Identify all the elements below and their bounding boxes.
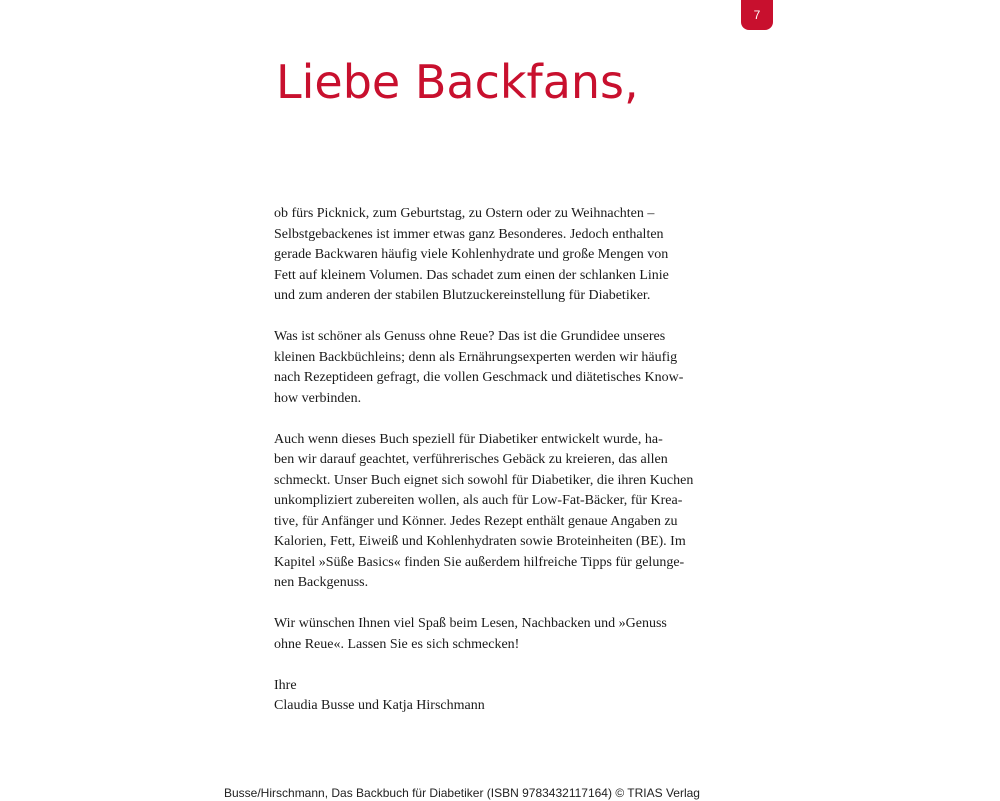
text-line: tive, für Anfänger und Könner. Jedes Rezept enthält genaue Angaben zu xyxy=(274,513,678,529)
text-line: Auch wenn dieses Buch speziell für Diabetiker entwickelt wurde, ha- xyxy=(274,431,663,447)
paragraph-wishes xyxy=(274,614,744,655)
text-line: gerade Backwaren häufig viele Kohlenhydrate und große Mengen von xyxy=(274,247,669,262)
letter-body xyxy=(274,204,744,737)
text-line: schmeckt. Unser Buch eignet sich sowohl für Diabetiker, die ihren Kuchen xyxy=(274,472,694,488)
page-title: Liebe Backfans, xyxy=(276,55,639,109)
copyright-footer: Busse/Hirschmann, Das Backbuch für Diabetiker (ISBN 9783432117164) © TRIAS Verlag xyxy=(224,786,700,800)
text-line: Selbstgebackenes ist immer etwas ganz Besonderes. Jedoch enthalten xyxy=(274,226,664,242)
signature-authors: Claudia Busse und Katja Hirschmann xyxy=(274,698,485,713)
text-line: ben wir darauf geachtet, verführerisches Gebäck zu kreieren, das allen xyxy=(274,452,668,467)
text-line: kleinen Backbüchleins; denn als Ernährungsexperten werden wir häufig xyxy=(274,349,678,365)
text-line: Kalorien, Fett, Eiweiß und Kohlenhydraten sowie Broteinheiten (BE). Im xyxy=(274,534,686,549)
signature xyxy=(274,676,744,717)
text-line: how verbinden. xyxy=(274,390,362,406)
page-number-badge: 7 xyxy=(741,0,773,30)
text-line: Wir wünschen Ihnen viel Spaß beim Lesen, Nachbacken und »Genuss xyxy=(274,616,667,631)
paragraph-audience xyxy=(274,430,744,594)
text-line: unkompliziert zubereiten wollen, als auch für Low-Fat-Bäcker, für Krea- xyxy=(274,493,683,508)
paragraph-intro xyxy=(274,204,744,307)
text-line: Kapitel »Süße Basics« finden Sie außerdem hilfreiche Tipps für gelunge- xyxy=(274,554,685,570)
text-line: nen Backgenuss. xyxy=(274,575,369,590)
text-line: und zum anderen der stabilen Blutzuckereinstellung für Diabetiker. xyxy=(274,288,651,303)
text-line: ohne Reue«. Lassen Sie es sich schmecken! xyxy=(274,636,520,652)
text-line: ob fürs Picknick, zum Geburtstag, zu Ostern oder zu Weihnachten – xyxy=(274,206,655,221)
text-line: Was ist schöner als Genuss ohne Reue? Das ist die Grundidee unseres xyxy=(274,329,666,344)
text-line: nach Rezeptideen gefragt, die vollen Geschmack und diätetisches Know- xyxy=(274,370,684,385)
paragraph-idea xyxy=(274,327,744,409)
signature-greeting: Ihre xyxy=(274,677,297,693)
text-line: Fett auf kleinem Volumen. Das schadet zum einen der schlanken Linie xyxy=(274,267,669,283)
